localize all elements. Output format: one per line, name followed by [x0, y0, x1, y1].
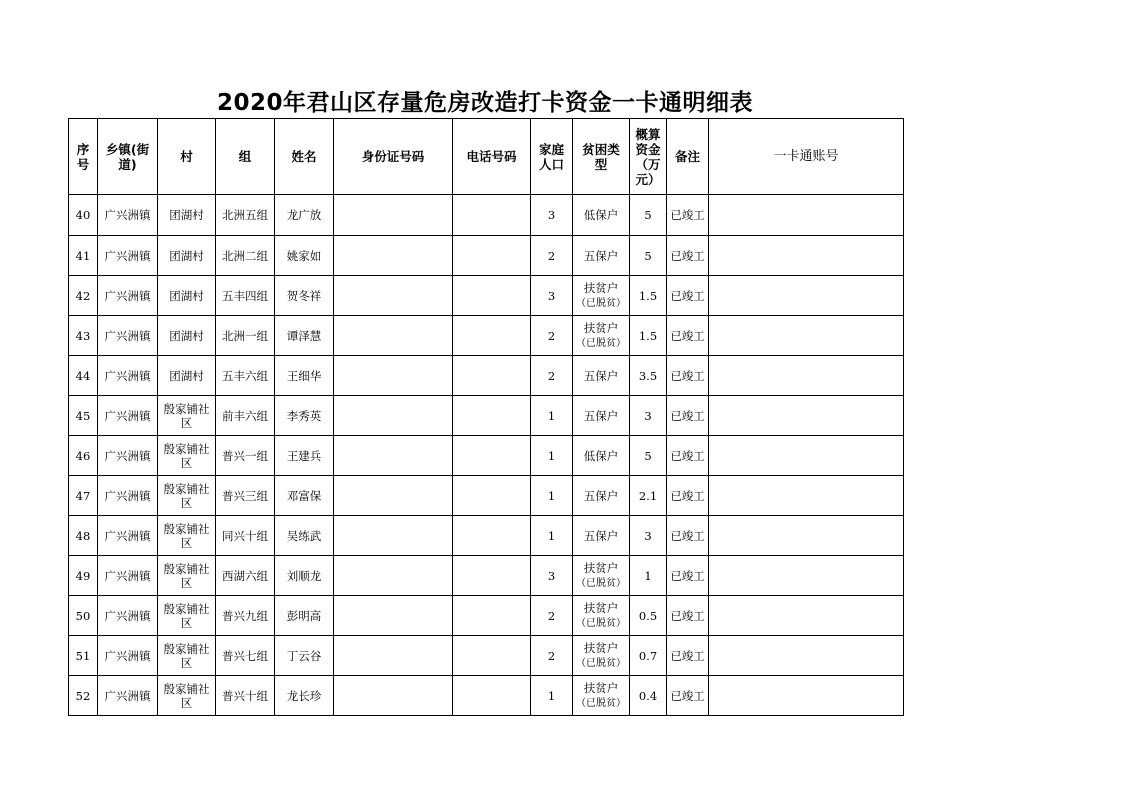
cell-phone [453, 396, 531, 436]
cell-seq: 46 [69, 436, 98, 476]
cell-id-number [334, 195, 453, 236]
cell-seq: 51 [69, 636, 98, 676]
cell-funds: 5 [630, 195, 667, 236]
cell-account [709, 476, 904, 516]
cell-village: 团湖村 [158, 276, 216, 316]
header-household: 家庭 人口 [531, 119, 573, 195]
cell-village: 团湖村 [158, 236, 216, 276]
cell-phone [453, 236, 531, 276]
cell-group: 五丰四组 [216, 276, 275, 316]
cell-town: 广兴洲镇 [98, 476, 158, 516]
cell-name: 王建兵 [275, 436, 334, 476]
cell-funds: 1.5 [630, 316, 667, 356]
cell-account [709, 436, 904, 476]
cell-name: 吴练武 [275, 516, 334, 556]
cell-funds: 3 [630, 396, 667, 436]
cell-account [709, 676, 904, 716]
cell-remark: 已竣工 [667, 195, 709, 236]
cell-village: 殷家铺社 区 [158, 556, 216, 596]
cell-household: 1 [531, 396, 573, 436]
cell-remark: 已竣工 [667, 516, 709, 556]
cell-village: 殷家铺社 区 [158, 676, 216, 716]
cell-group: 普兴十组 [216, 676, 275, 716]
cell-group: 北洲五组 [216, 195, 275, 236]
cell-town: 广兴洲镇 [98, 356, 158, 396]
cell-funds: 2.1 [630, 476, 667, 516]
cell-poverty-type: 扶贫户 （已脱贫） [573, 636, 630, 676]
cell-seq: 48 [69, 516, 98, 556]
cell-id-number [334, 276, 453, 316]
cell-funds: 1.5 [630, 276, 667, 316]
header-funds: 概算 资金 （万 元） [630, 119, 667, 195]
cell-poverty-type: 低保户 [573, 436, 630, 476]
header-account: 一卡通账号 [709, 119, 904, 195]
cell-seq: 52 [69, 676, 98, 716]
header-phone: 电话号码 [453, 119, 531, 195]
cell-name: 谭泽慧 [275, 316, 334, 356]
cell-household: 1 [531, 676, 573, 716]
cell-household: 1 [531, 516, 573, 556]
cell-household: 1 [531, 436, 573, 476]
header-group: 组 [216, 119, 275, 195]
header-seq: 序 号 [69, 119, 98, 195]
cell-phone [453, 276, 531, 316]
table-row [69, 636, 904, 676]
cell-remark: 已竣工 [667, 556, 709, 596]
table-row [69, 556, 904, 596]
cell-account [709, 236, 904, 276]
header-name: 姓名 [275, 119, 334, 195]
cell-group: 西湖六组 [216, 556, 275, 596]
cell-phone [453, 516, 531, 556]
cell-household: 2 [531, 356, 573, 396]
cell-account [709, 596, 904, 636]
table-row [69, 476, 904, 516]
cell-poverty-type: 扶贫户 （已脱贫） [573, 316, 630, 356]
cell-seq: 43 [69, 316, 98, 356]
cell-village: 殷家铺社 区 [158, 516, 216, 556]
table-body [69, 195, 904, 716]
cell-funds: 0.7 [630, 636, 667, 676]
cell-id-number [334, 676, 453, 716]
cell-household: 2 [531, 316, 573, 356]
cell-remark: 已竣工 [667, 596, 709, 636]
cell-remark: 已竣工 [667, 316, 709, 356]
cell-poverty-type: 扶贫户 （已脱贫） [573, 676, 630, 716]
header-town: 乡镇(街 道) [98, 119, 158, 195]
cell-id-number [334, 356, 453, 396]
cell-funds: 3 [630, 516, 667, 556]
cell-remark: 已竣工 [667, 236, 709, 276]
cell-poverty-type: 五保户 [573, 476, 630, 516]
cell-id-number [334, 396, 453, 436]
cell-group: 普兴一组 [216, 436, 275, 476]
cell-village: 团湖村 [158, 356, 216, 396]
table-row [69, 596, 904, 636]
cell-name: 姚家如 [275, 236, 334, 276]
cell-name: 王细华 [275, 356, 334, 396]
cell-seq: 45 [69, 396, 98, 436]
cell-id-number [334, 596, 453, 636]
cell-village: 团湖村 [158, 316, 216, 356]
cell-household: 3 [531, 276, 573, 316]
cell-town: 广兴洲镇 [98, 516, 158, 556]
cell-poverty-type: 扶贫户 （已脱贫） [573, 276, 630, 316]
cell-phone [453, 476, 531, 516]
header-remark: 备注 [667, 119, 709, 195]
cell-remark: 已竣工 [667, 276, 709, 316]
table-row [69, 195, 904, 236]
cell-funds: 1 [630, 556, 667, 596]
cell-id-number [334, 476, 453, 516]
cell-phone [453, 356, 531, 396]
cell-group: 五丰六组 [216, 356, 275, 396]
cell-town: 广兴洲镇 [98, 236, 158, 276]
cell-group: 普兴九组 [216, 596, 275, 636]
cell-remark: 已竣工 [667, 676, 709, 716]
cell-village: 团湖村 [158, 195, 216, 236]
cell-remark: 已竣工 [667, 356, 709, 396]
cell-town: 广兴洲镇 [98, 195, 158, 236]
cell-household: 3 [531, 195, 573, 236]
cell-group: 前丰六组 [216, 396, 275, 436]
cell-village: 殷家铺社 区 [158, 596, 216, 636]
cell-name: 李秀英 [275, 396, 334, 436]
page-title: 2020年君山区存量危房改造打卡资金一卡通明细表 [216, 90, 753, 116]
cell-name: 刘顺龙 [275, 556, 334, 596]
cell-remark: 已竣工 [667, 396, 709, 436]
cell-seq: 50 [69, 596, 98, 636]
cell-seq: 42 [69, 276, 98, 316]
cell-funds: 0.4 [630, 676, 667, 716]
cell-town: 广兴洲镇 [98, 316, 158, 356]
cell-id-number [334, 636, 453, 676]
cell-name: 丁云谷 [275, 636, 334, 676]
cell-group: 北洲二组 [216, 236, 275, 276]
cell-group: 同兴十组 [216, 516, 275, 556]
cell-remark: 已竣工 [667, 636, 709, 676]
cell-account [709, 316, 904, 356]
cell-phone [453, 556, 531, 596]
cell-town: 广兴洲镇 [98, 676, 158, 716]
cell-seq: 40 [69, 195, 98, 236]
cell-town: 广兴洲镇 [98, 276, 158, 316]
cell-account [709, 396, 904, 436]
cell-group: 北洲一组 [216, 316, 275, 356]
cell-town: 广兴洲镇 [98, 596, 158, 636]
cell-poverty-type: 五保户 [573, 396, 630, 436]
table-row [69, 276, 904, 316]
cell-name: 邓富保 [275, 476, 334, 516]
cell-account [709, 195, 904, 236]
cell-funds: 0.5 [630, 596, 667, 636]
cell-group: 普兴七组 [216, 636, 275, 676]
cell-phone [453, 636, 531, 676]
cell-account [709, 636, 904, 676]
cell-account [709, 276, 904, 316]
cell-name: 龙长珍 [275, 676, 334, 716]
cell-poverty-type: 低保户 [573, 195, 630, 236]
cell-funds: 5 [630, 236, 667, 276]
cell-town: 广兴洲镇 [98, 556, 158, 596]
cell-village: 殷家铺社 区 [158, 396, 216, 436]
header-poverty-type: 贫困类 型 [573, 119, 630, 195]
cell-town: 广兴洲镇 [98, 436, 158, 476]
cell-funds: 5 [630, 436, 667, 476]
cell-poverty-type: 五保户 [573, 516, 630, 556]
cell-household: 2 [531, 636, 573, 676]
cell-name: 贺冬祥 [275, 276, 334, 316]
cell-remark: 已竣工 [667, 476, 709, 516]
table-row [69, 356, 904, 396]
housing-fund-table [68, 118, 904, 716]
header-id-number: 身份证号码 [334, 119, 453, 195]
cell-account [709, 556, 904, 596]
cell-phone [453, 195, 531, 236]
header-row [69, 119, 904, 195]
cell-household: 1 [531, 476, 573, 516]
cell-account [709, 356, 904, 396]
cell-seq: 41 [69, 236, 98, 276]
cell-poverty-type: 五保户 [573, 236, 630, 276]
cell-funds: 3.5 [630, 356, 667, 396]
table-row [69, 236, 904, 276]
cell-name: 彭明高 [275, 596, 334, 636]
cell-poverty-type: 五保户 [573, 356, 630, 396]
cell-village: 殷家铺社 区 [158, 436, 216, 476]
cell-household: 2 [531, 236, 573, 276]
cell-name: 龙广放 [275, 195, 334, 236]
cell-phone [453, 596, 531, 636]
cell-town: 广兴洲镇 [98, 636, 158, 676]
cell-household: 2 [531, 596, 573, 636]
cell-phone [453, 676, 531, 716]
table-row [69, 396, 904, 436]
table-row [69, 676, 904, 716]
cell-group: 普兴三组 [216, 476, 275, 516]
cell-poverty-type: 扶贫户 （已脱贫） [573, 596, 630, 636]
cell-id-number [334, 516, 453, 556]
table-row [69, 436, 904, 476]
cell-phone [453, 316, 531, 356]
cell-seq: 44 [69, 356, 98, 396]
cell-id-number [334, 436, 453, 476]
cell-village: 殷家铺社 区 [158, 636, 216, 676]
cell-town: 广兴洲镇 [98, 396, 158, 436]
table-row [69, 516, 904, 556]
cell-household: 3 [531, 556, 573, 596]
header-village: 村 [158, 119, 216, 195]
cell-account [709, 516, 904, 556]
cell-seq: 47 [69, 476, 98, 516]
cell-id-number [334, 316, 453, 356]
cell-village: 殷家铺社 区 [158, 476, 216, 516]
cell-id-number [334, 236, 453, 276]
cell-poverty-type: 扶贫户 （已脱贫） [573, 556, 630, 596]
cell-remark: 已竣工 [667, 436, 709, 476]
cell-seq: 49 [69, 556, 98, 596]
cell-id-number [334, 556, 453, 596]
cell-phone [453, 436, 531, 476]
table-row [69, 316, 904, 356]
